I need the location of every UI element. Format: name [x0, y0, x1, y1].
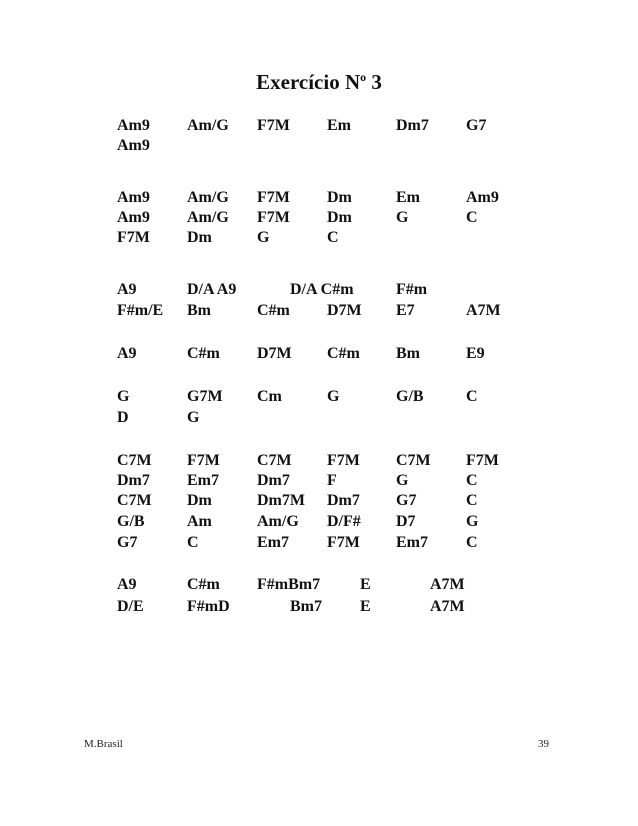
chord: A7M [466, 302, 501, 319]
chord: G [117, 388, 130, 405]
chord: G/B [117, 513, 145, 530]
chord: F7M [327, 534, 360, 551]
chord: G [257, 229, 270, 246]
chord: F [327, 472, 337, 489]
chord: E9 [466, 345, 485, 362]
chord: E7 [396, 302, 415, 319]
chord: G [396, 472, 409, 489]
chord: Am/G [187, 117, 229, 134]
chord: Am9 [117, 137, 150, 154]
chord: C#m [257, 302, 290, 319]
chord: G [327, 388, 340, 405]
chord: F#m [396, 281, 428, 298]
title-number: 3 [366, 70, 382, 94]
chord: Dm7 [327, 492, 360, 509]
chord: D7 [396, 513, 416, 530]
title-ordinal: o [360, 70, 367, 84]
chord: F7M [257, 209, 290, 226]
chord: G7 [396, 492, 417, 509]
footer-author: M.Brasil [84, 738, 123, 750]
chord: C7M [396, 452, 431, 469]
chord: D/A C#m [290, 281, 354, 298]
chord: Am9 [117, 209, 150, 226]
chord: Dm7 [257, 472, 290, 489]
chord: C7M [117, 452, 152, 469]
chord: F7M [257, 117, 290, 134]
page-title [0, 70, 638, 95]
chord: Am/G [187, 209, 229, 226]
chord: A9 [117, 576, 137, 593]
chord: C#m [187, 576, 220, 593]
chord: C [466, 388, 478, 405]
chord: G/B [396, 388, 424, 405]
chord: Bm [396, 345, 420, 362]
chord: Am9 [466, 189, 499, 206]
chord: F7M [466, 452, 499, 469]
chord: Dm [187, 492, 212, 509]
chord: Dm [327, 189, 352, 206]
chord: F7M [187, 452, 220, 469]
chord: Em [396, 189, 420, 206]
chord: Dm [327, 209, 352, 226]
chord: C#m [187, 345, 220, 362]
chord: G7M [187, 388, 223, 405]
chord: Am/G [257, 513, 299, 530]
chord: C [466, 492, 478, 509]
chord: G [466, 513, 479, 530]
chord: Am/G [187, 189, 229, 206]
chord: C [187, 534, 199, 551]
chord: Cm [257, 388, 282, 405]
chord: D/E [117, 598, 144, 615]
chord: D7M [327, 302, 362, 319]
chord: Am9 [117, 117, 150, 134]
chord: Bm [187, 302, 211, 319]
chord: E [360, 598, 371, 615]
chord: G [396, 209, 409, 226]
chord: A9 [117, 345, 137, 362]
chord: Dm7 [117, 472, 150, 489]
chord: A7M [430, 576, 465, 593]
chord: A9 [117, 281, 137, 298]
chord: D/F# [327, 513, 361, 530]
chord: Em7 [187, 472, 219, 489]
chord: C [466, 472, 478, 489]
chord: C7M [117, 492, 152, 509]
chord: C [466, 209, 478, 226]
chord: Dm [187, 229, 212, 246]
chord: Bm7 [290, 598, 322, 615]
chord: Am [187, 513, 212, 530]
chord: A7M [430, 598, 465, 615]
chord: F#m/E [117, 302, 164, 319]
chord: D [117, 409, 129, 426]
chord: D/A A9 [187, 281, 237, 298]
chord: Dm7 [396, 117, 429, 134]
chord: Am9 [117, 189, 150, 206]
chord: C [466, 534, 478, 551]
chord: E [360, 576, 371, 593]
chord: Dm7M [257, 492, 305, 509]
title-text: Exercício N [256, 70, 361, 94]
chord: C [327, 229, 339, 246]
chord: F7M [257, 189, 290, 206]
chord: F7M [327, 452, 360, 469]
chord: G7 [117, 534, 138, 551]
chord: C#m [327, 345, 360, 362]
chord: C7M [257, 452, 292, 469]
chord: Em [327, 117, 351, 134]
chord: F#mBm7 [257, 576, 321, 593]
chord: G [187, 409, 200, 426]
chord: F7M [117, 229, 150, 246]
chord: G7 [466, 117, 487, 134]
footer-page-number: 39 [538, 738, 549, 750]
chord: Em7 [396, 534, 428, 551]
chord: F#mD [187, 598, 230, 615]
chord: Em7 [257, 534, 289, 551]
chord: D7M [257, 345, 292, 362]
